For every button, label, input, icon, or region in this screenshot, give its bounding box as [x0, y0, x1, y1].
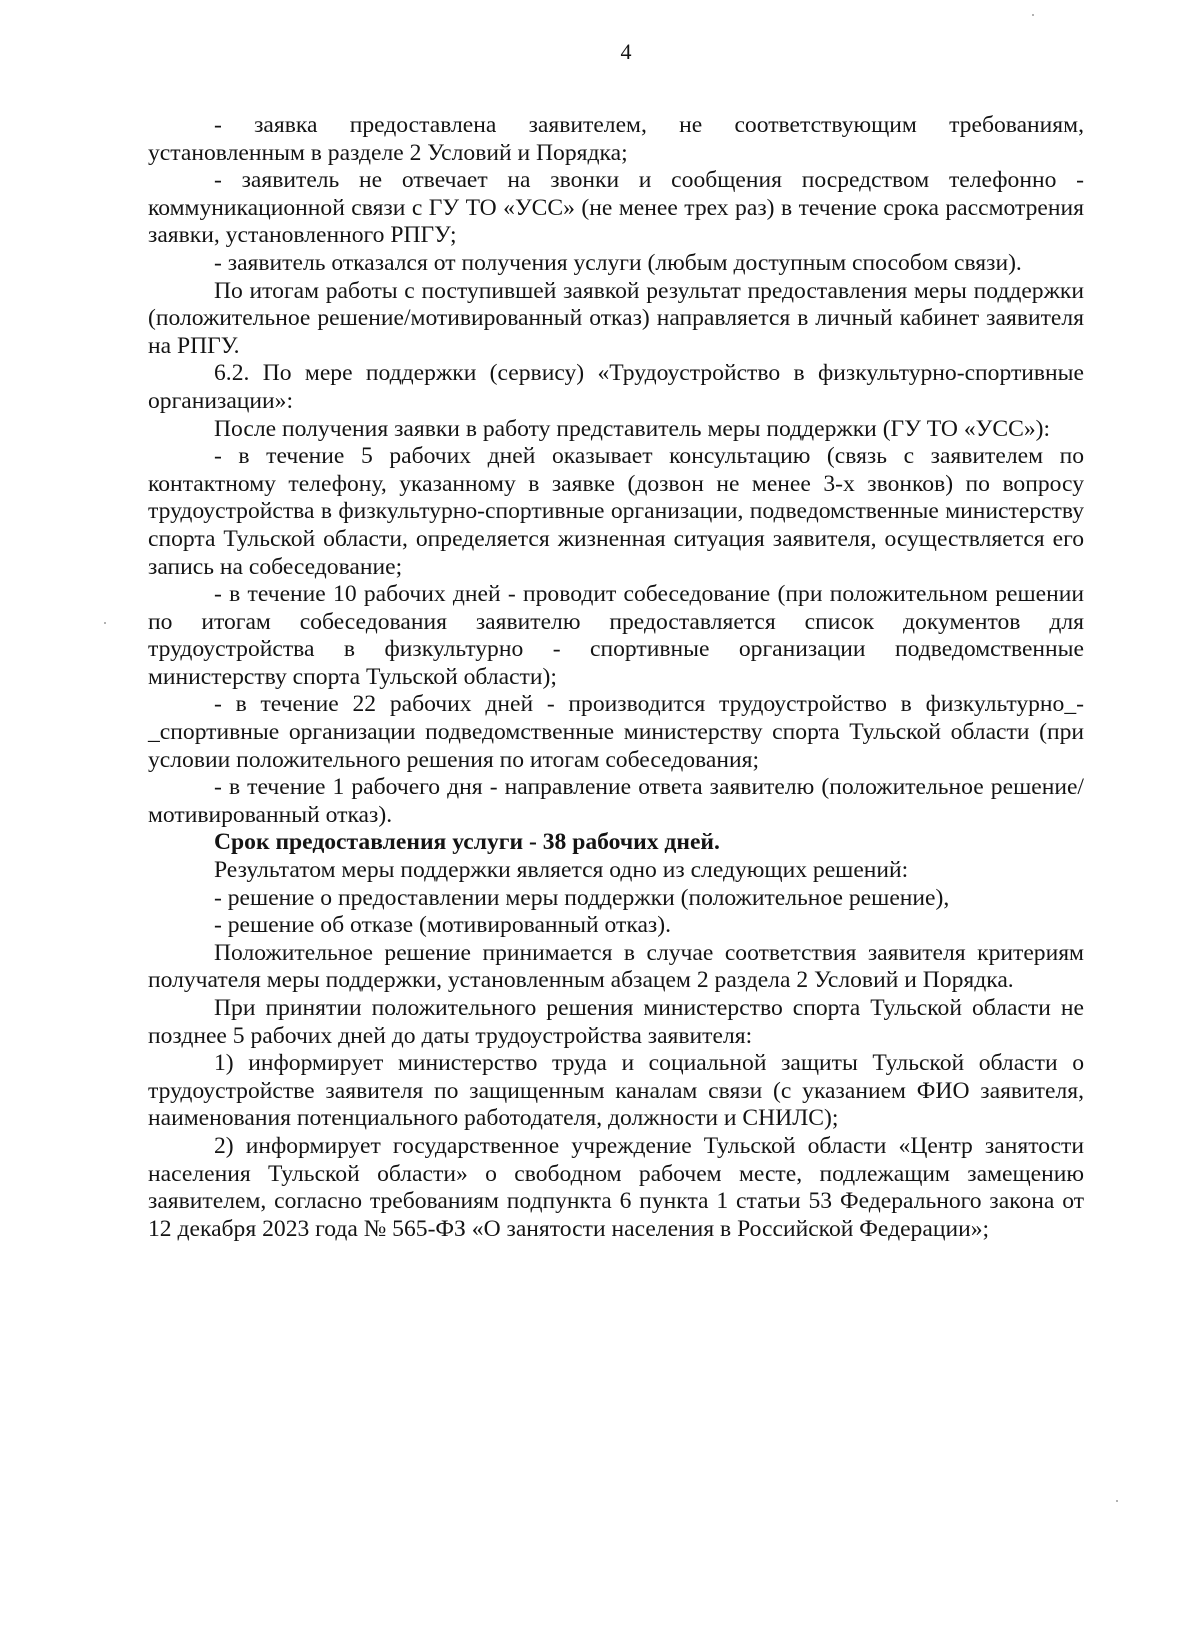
paragraph-section-6-2: 6.2. По мере поддержки (сервису) «Трудоустройство в физкультурно-спортивные организации»: [148, 360, 1084, 414]
paragraph-step-consultation: - в течение 5 рабочих дней оказывает консультацию (связь с заявителем по контактному телефону, указанному в заявке (дозвон не менее 3-х звонков) по вопросу трудоустройства в физкультурно-спортивные организации, подведомственные министерству спорта Тульской области, определяется жизненная ситуация заявителя, осуществляется его запись на собеседование; [148, 443, 1084, 580]
paragraph-step-response: - в течение 1 рабочего дня - направление ответа заявителю (положительное решение/мотивированный отказ). [148, 774, 1084, 828]
paragraph-action-1: 1) информирует министерство труда и социальной защиты Тульской области о трудоустройстве заявителя по защищенным каналам связи (с указанием ФИО заявителя, наименования потенциального работодателя, должности и СНИЛС); [148, 1050, 1084, 1132]
scan-speck [1032, 14, 1034, 16]
paragraph-result-positive: - решение о предоставлении меры поддержки (положительное решение), [214, 884, 950, 911]
paragraph-result-options: Результатом меры поддержки является одно из следующих решений: [214, 857, 909, 884]
scan-speck [1116, 1500, 1118, 1502]
paragraph-rejection-reason-refusal: - заявитель отказался от получения услуги (любым доступным способом связи). [214, 249, 1022, 276]
paragraph-positive-criteria: Положительное решение принимается в случае соответствия заявителя критериям получателя меры поддержки, установленным абзацем 2 раздела 2 Условий и Порядка. [148, 939, 1084, 994]
document-body [148, 112, 1084, 1243]
paragraph-rejection-reason-no-answer: - заявитель не отвечает на звонки и сообщения посредством телефонно - коммуникационной связи с ГУ ТО «УСС» (не менее трех раз) в течение срока рассмотрения заявки, установленного РПГУ; [148, 167, 1084, 249]
paragraph-action-2: 2) информирует государственное учреждение Тульской области «Центр занятости населения Тульской области» о свободном рабочем месте, подлежащим замещению заявителем, согласно требованиям подпункта 6 пункта 1 статьи 53 Федерального закона от 12 декабря 2023 года № 565-ФЗ «О занятости населения в Российской Федерации»; [148, 1132, 1084, 1242]
paragraph-result-delivery: По итогам работы с поступившей заявкой результат предоставления меры поддержки (положительное решение/мотивированный отказ) направляется в личный кабинет заявителя на РПГУ. [148, 277, 1084, 359]
paragraph-step-employment: - в течение 22 рабочих дней - производится трудоустройство в физкультурно_-_спортивные организации подведомственные министерству спорта Тульской области (при условии положительного решения по итогам собеседования; [148, 691, 1084, 773]
paragraph-after-receiving: После получения заявки в работу представитель меры поддержки (ГУ ТО «УСС»): [214, 415, 1051, 442]
paragraph-rejection-reason-requirements: - заявка предоставлена заявителем, не соответствующим требованиям, установленным в разделе 2 Условий и Порядка; [148, 112, 1084, 166]
paragraph-positive-actions: При принятии положительного решения министерство спорта Тульской области не позднее 5 рабочих дней до даты трудоустройства заявителя: [148, 995, 1084, 1049]
page-number: 4 [620, 39, 632, 64]
scan-speck [104, 622, 106, 624]
paragraph-service-term: Срок предоставления услуги - 38 рабочих дней. [214, 829, 720, 856]
paragraph-step-interview: - в течение 10 рабочих дней - проводит собеседование (при положительном решении по итогам собеседования заявителю предоставляется список документов для трудоустройства в физкультурно - спортивные организации подведомственные министерству спорта Тульской области); [148, 581, 1084, 690]
paragraph-result-negative: - решение об отказе (мотивированный отказ). [214, 912, 672, 939]
